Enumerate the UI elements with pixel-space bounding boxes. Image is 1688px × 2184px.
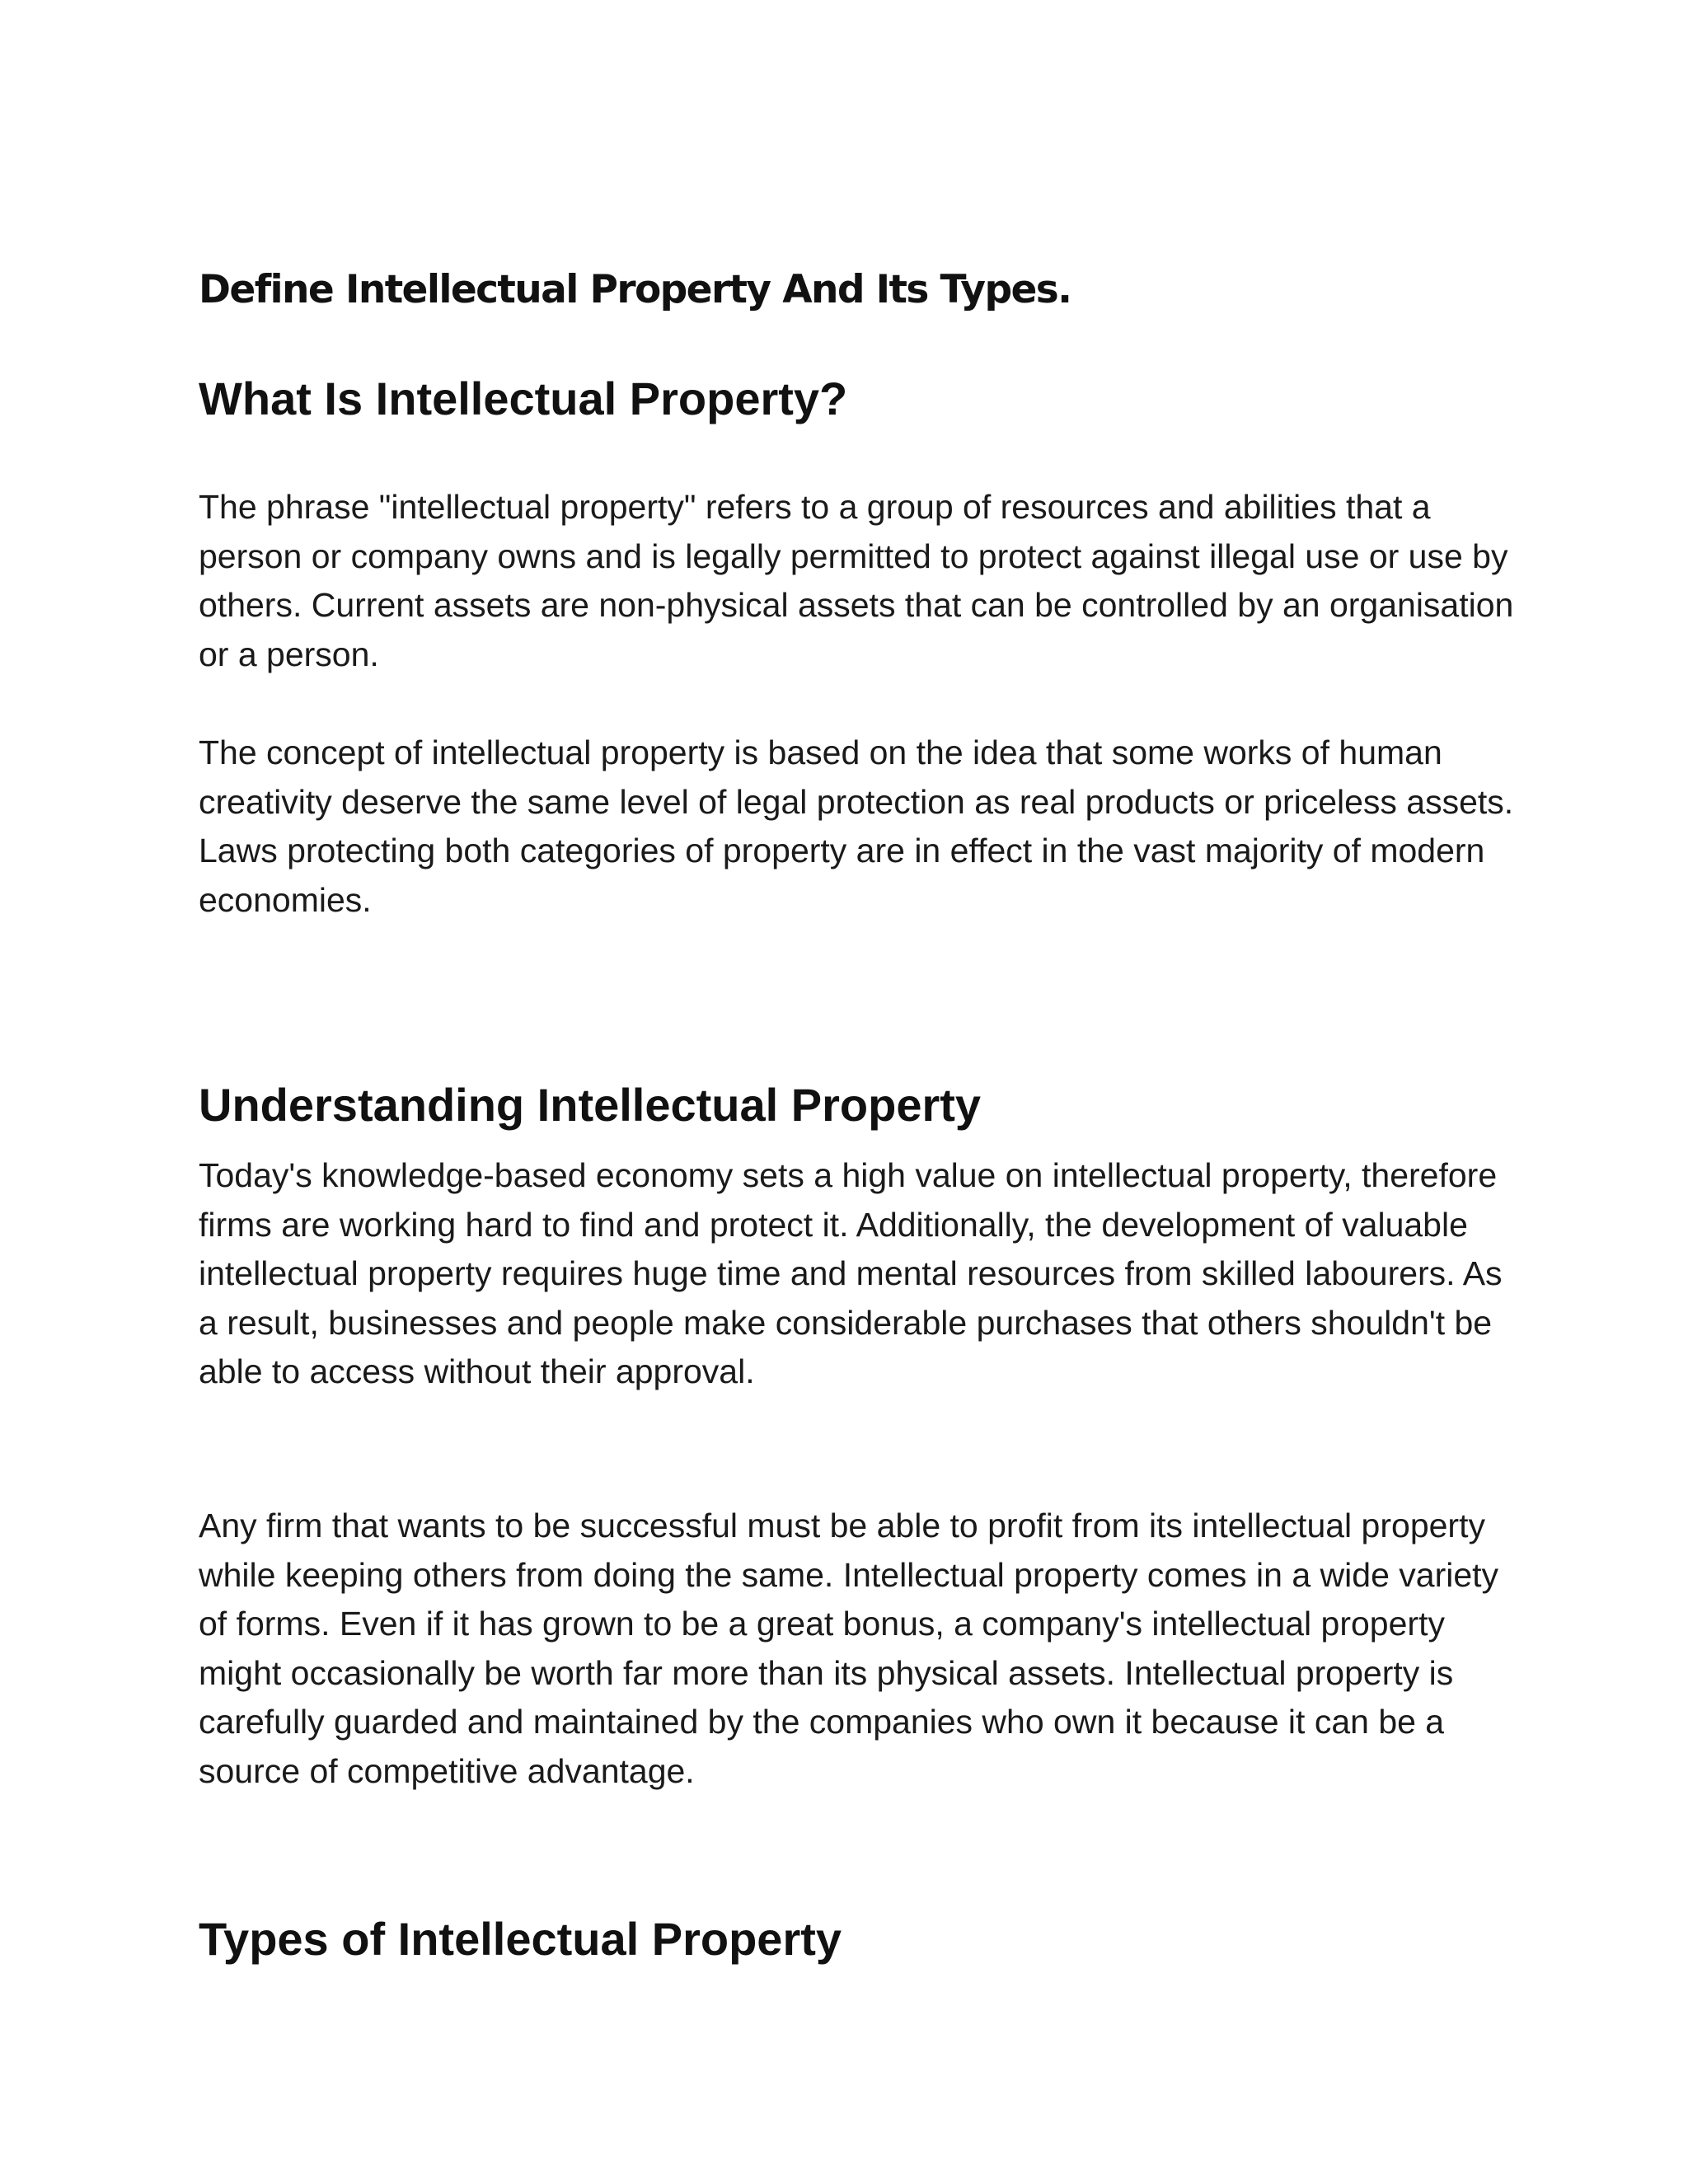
section-heading-understanding-ip: Understanding Intellectual Property <box>199 1079 982 1131</box>
document-title: Define Intellectual Property And Its Types. <box>199 267 1071 312</box>
paragraph-competitive-advantage: Any firm that wants to be successful must be able to profit from its intellectual property while keeping others from doing the same. Intellectual property comes in a wide variety of forms. Even if it has grown to be a great bonus, a company's intellectual property might occasionally be worth far more than its physical assets. Intellectual property is carefully guarded and maintained by the companies who own it because it can be a source of competitive advantage. <box>199 1507 1499 1790</box>
paragraph-ip-definition: The phrase "intellectual property" refers to a group of resources and abilities that a person or company owns and is legally permitted to protect against illegal use or use by others. Current assets are non-physical assets that can be controlled by an organisation or a person. <box>199 488 1514 673</box>
paragraph-knowledge-economy: Today's knowledge-based economy sets a high value on intellectual property, therefore firms are working hard to find and protect it. Additionally, the development of valuable intellectual property requires huge time and mental resources from skilled labourers. As a result, businesses and people make considerable purchases that others shouldn't be able to access without their approval. <box>199 1156 1503 1390</box>
section-heading-types-of-ip: Types of Intellectual Property <box>199 1913 842 1965</box>
paragraph-ip-concept: The concept of intellectual property is based on the idea that some works of human creativity deserve the same level of legal protection as real products or priceless assets. Laws protecting both categories of property are in effect in the vast majority of modern economies. <box>199 733 1514 919</box>
section-heading-what-is-ip: What Is Intellectual Property? <box>199 373 848 424</box>
